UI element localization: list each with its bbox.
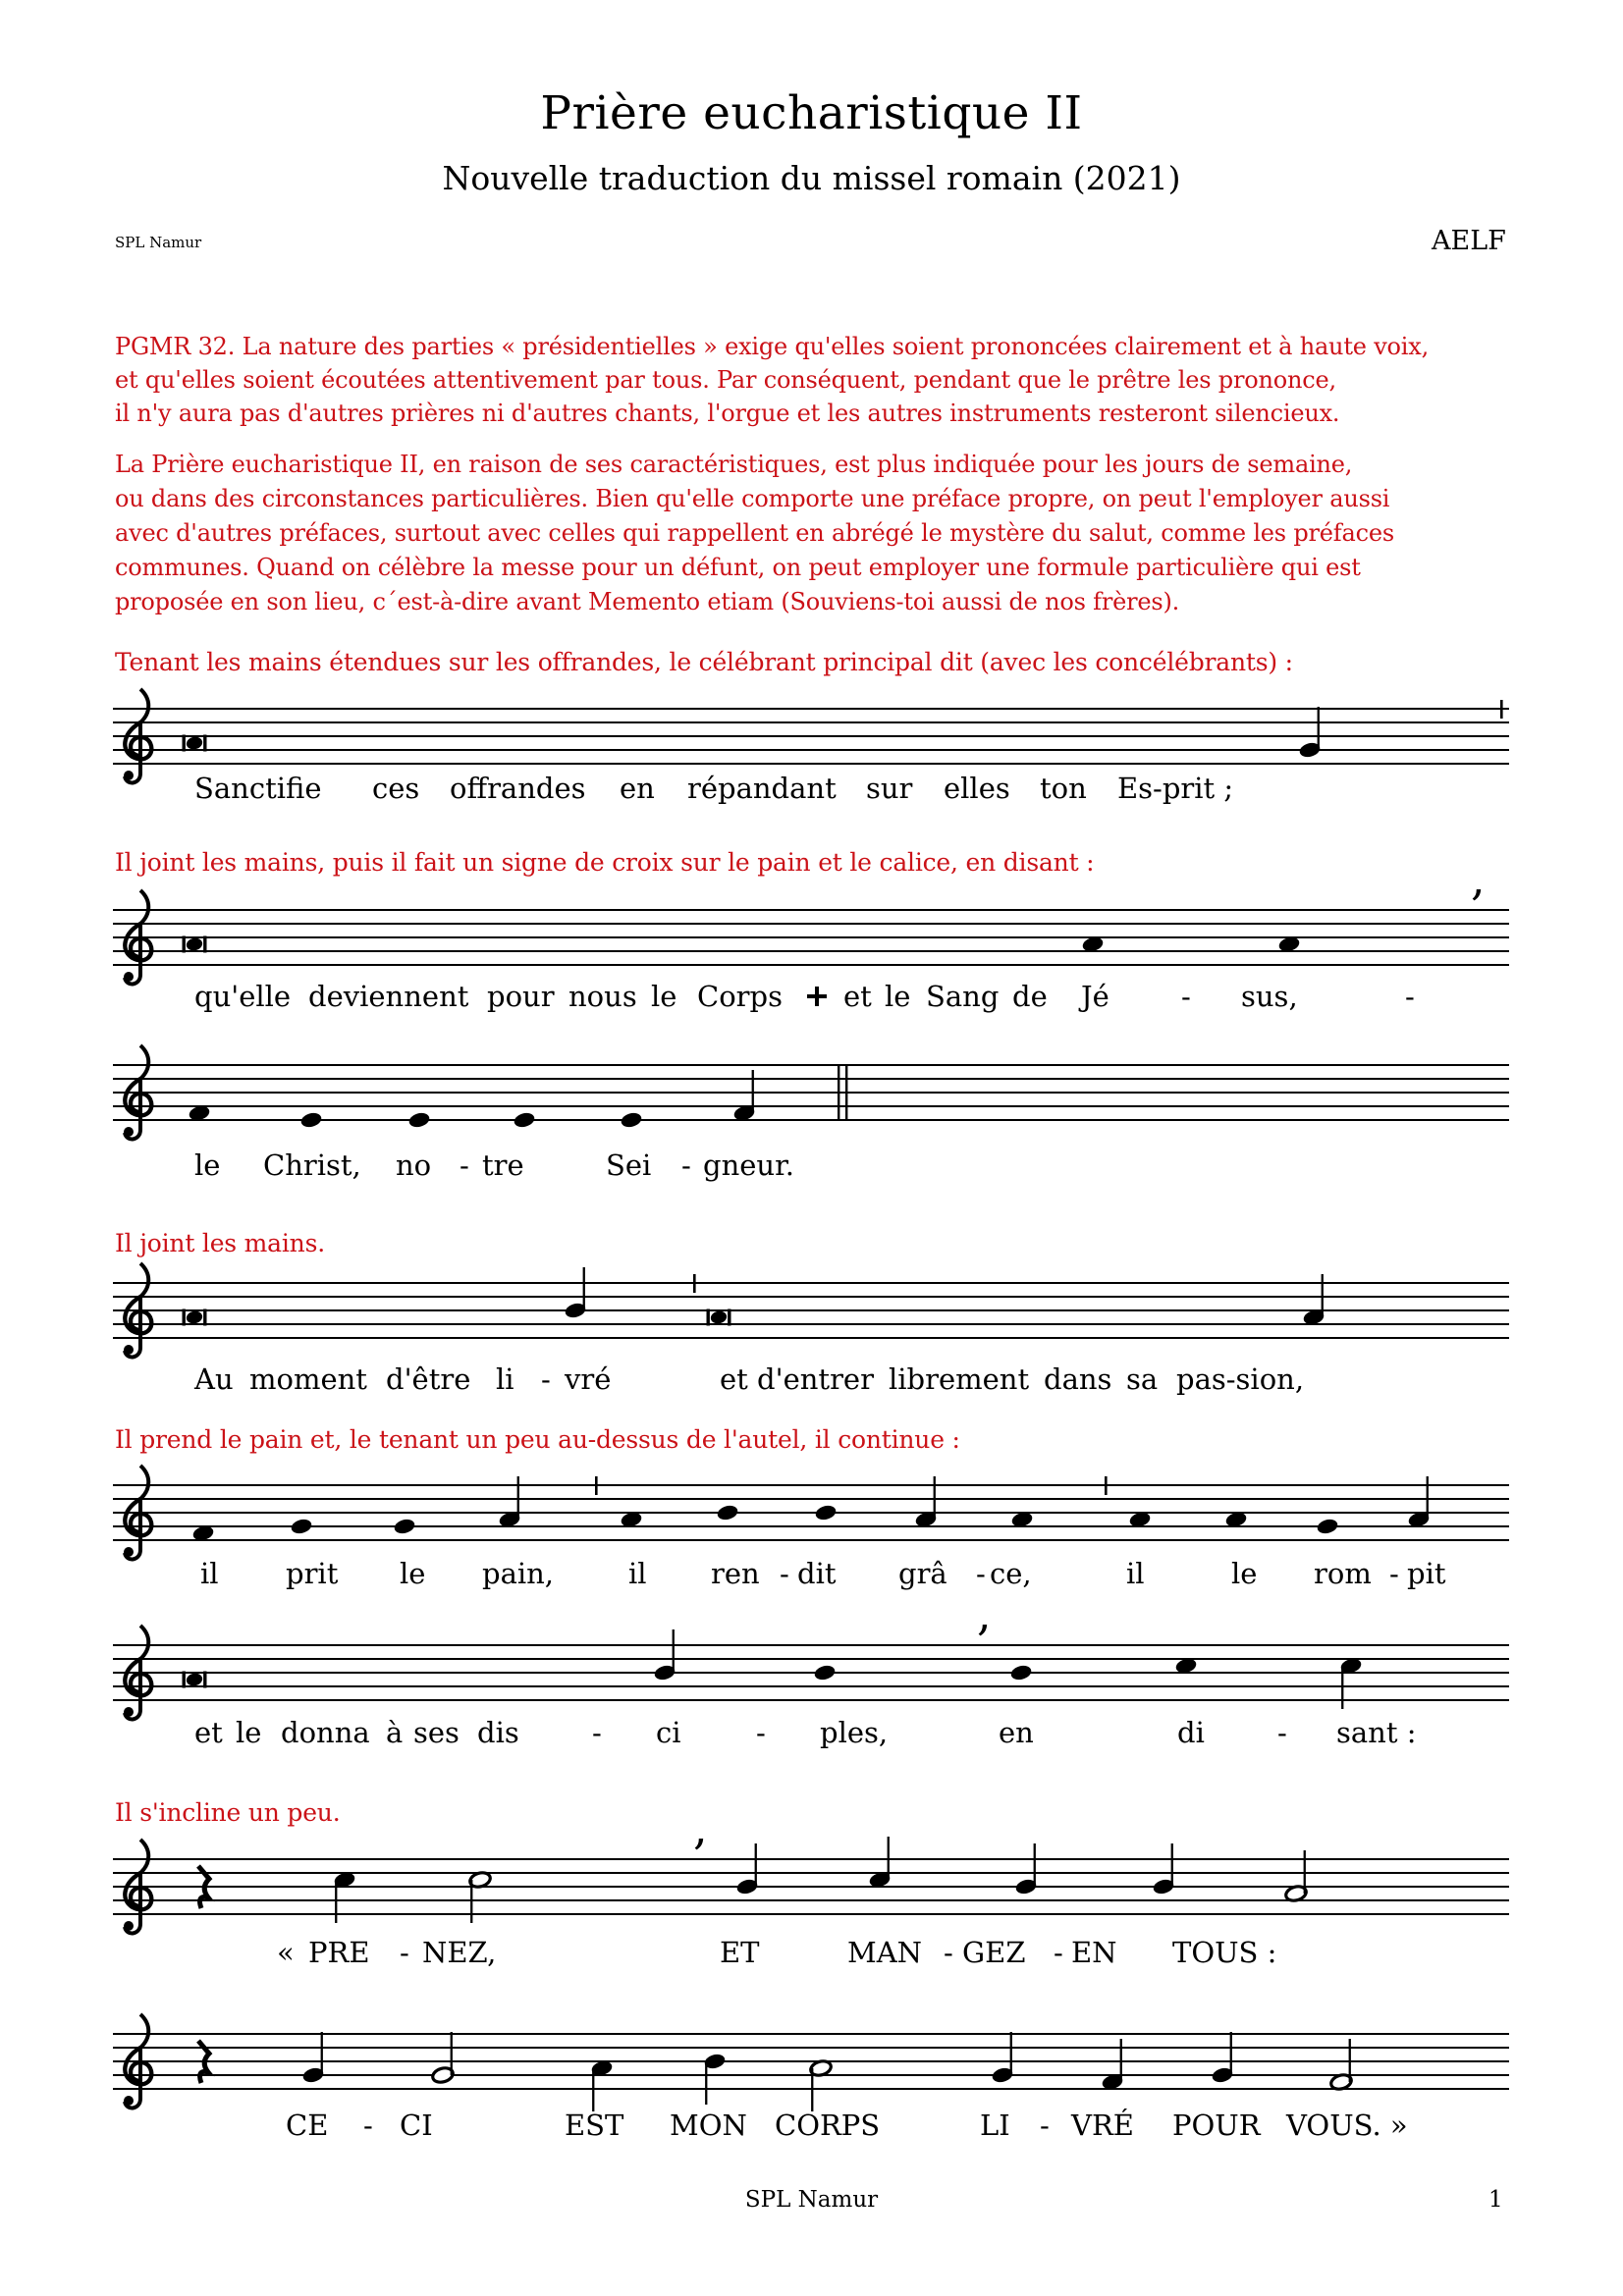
staff-line bbox=[113, 749, 1509, 751]
lyric-syllable: ces bbox=[372, 772, 420, 805]
staff-line bbox=[113, 1658, 1509, 1660]
lyric-syllable: et bbox=[843, 980, 872, 1013]
lyric-syllable: - bbox=[460, 1148, 469, 1182]
lyric-syllable: rom bbox=[1314, 1557, 1372, 1590]
staff-line bbox=[113, 1105, 1509, 1107]
credit-right: AELF bbox=[1432, 226, 1506, 256]
lyric-syllable: grâ bbox=[898, 1557, 947, 1590]
staff-line bbox=[113, 1282, 1509, 1284]
lyric-syllable: à bbox=[386, 1716, 404, 1749]
staff-line bbox=[113, 1913, 1509, 1915]
footer-credit: SPL Namur bbox=[744, 2187, 879, 2213]
note-stem bbox=[811, 2068, 813, 2111]
lyric-syllable: - bbox=[1277, 1716, 1287, 1749]
page-title: Prière eucharistique II bbox=[540, 86, 1083, 140]
treble-clef-icon bbox=[124, 1707, 134, 1717]
page-subtitle: Nouvelle traduction du missel romain (2021) bbox=[442, 159, 1181, 197]
lyric-syllable: ses bbox=[413, 1716, 460, 1749]
lyric-syllable: Corps bbox=[697, 980, 783, 1013]
lyric-syllable: ren bbox=[711, 1557, 760, 1590]
staff-line bbox=[113, 950, 1509, 952]
note-stem bbox=[673, 1629, 675, 1673]
staff-line bbox=[113, 1309, 1509, 1311]
lyric-syllable: le bbox=[400, 1557, 426, 1590]
lyric-syllable: POUR bbox=[1172, 2109, 1261, 2142]
intro-paragraph-2-line-4: communes. Quand on célèbre la messe pour un défunt, on peut employer une formule particulière qui est bbox=[115, 554, 1361, 581]
lyric-syllable: « bbox=[277, 1936, 295, 1969]
blessing-cross-icon bbox=[806, 986, 828, 1007]
lyric-syllable: ples, bbox=[820, 1716, 889, 1749]
lyric-syllable: MON bbox=[670, 2109, 747, 2142]
recitation-breve bbox=[186, 1309, 204, 1325]
lyric-syllable: Jé bbox=[1081, 980, 1109, 1013]
note-head bbox=[813, 1664, 837, 1682]
treble-clef-icon bbox=[125, 1079, 151, 1115]
lyric-syllable: pour bbox=[487, 980, 555, 1013]
lyric-syllable: sur bbox=[866, 772, 913, 805]
lyric-syllable: Es-prit ; bbox=[1117, 772, 1234, 805]
lyric-syllable: pas-sion, bbox=[1176, 1362, 1305, 1396]
staff-line bbox=[113, 1064, 1509, 1066]
staff-line bbox=[113, 1644, 1509, 1646]
note-stem bbox=[705, 2061, 707, 2105]
lyric-syllable: ton bbox=[1040, 772, 1087, 805]
treble-clef-icon bbox=[125, 924, 151, 960]
staff-line bbox=[113, 1323, 1509, 1325]
staff-line bbox=[113, 1078, 1509, 1080]
staff-line bbox=[113, 936, 1509, 938]
page-number: 1 bbox=[1488, 2187, 1503, 2213]
lyric-syllable: - bbox=[944, 1936, 953, 1969]
lyric-syllable: et d'entrer bbox=[720, 1362, 874, 1396]
recitation-breve bbox=[186, 936, 204, 952]
lyric-syllable: ET bbox=[720, 1936, 760, 1969]
lyric-syllable: il bbox=[200, 1557, 219, 1590]
staff-line bbox=[113, 1672, 1509, 1674]
lyric-syllable: - bbox=[756, 1716, 766, 1749]
lyric-syllable: Sang bbox=[926, 980, 1000, 1013]
staff-line bbox=[113, 1525, 1509, 1527]
lyric-syllable: VOUS. » bbox=[1286, 2109, 1408, 2142]
lyric-syllable: dis bbox=[477, 1716, 519, 1749]
staff-line bbox=[113, 909, 1509, 911]
lyric-syllable: - bbox=[780, 1557, 789, 1590]
intro-paragraph-2-line-3: avec d'autres préfaces, surtout avec celles qui rappellent en abrégé le mystère du salut, comme les préfaces bbox=[115, 519, 1394, 547]
lyric-syllable: LI bbox=[980, 2109, 1010, 2142]
breve-bar bbox=[183, 1672, 186, 1688]
credit-left: SPL Namur bbox=[115, 234, 202, 251]
intro-paragraph-1-line-2: et qu'elles soient écoutées attentivement par tous. Par conséquent, pendant que le prêtre les prononce, bbox=[115, 366, 1336, 394]
lyric-syllable: Sei bbox=[606, 1148, 652, 1182]
lyric-syllable: elles bbox=[944, 772, 1010, 805]
lyric-syllable: sant : bbox=[1336, 1716, 1417, 1749]
recitation-breve bbox=[186, 1672, 204, 1687]
quarter-bar-tick bbox=[1500, 700, 1503, 719]
staff-line bbox=[113, 1119, 1509, 1121]
note-head bbox=[407, 1111, 431, 1130]
note-stem bbox=[451, 2032, 453, 2075]
lyric-syllable: librement bbox=[889, 1362, 1030, 1396]
lyric-syllable: nous bbox=[568, 980, 637, 1013]
staff-line bbox=[113, 1539, 1509, 1541]
lyric-syllable: EST bbox=[565, 2109, 624, 2142]
lyric-syllable: le bbox=[651, 980, 677, 1013]
intro-paragraph-2-line-5: proposée en son lieu, c´est-à-dire avant Memento etiam (Souviens-toi aussi de nos frères). bbox=[115, 588, 1180, 615]
note-head bbox=[716, 1504, 739, 1522]
rubric-4: Il joint les mains. bbox=[115, 1229, 325, 1257]
breve-bar bbox=[707, 1309, 710, 1326]
double-barline bbox=[845, 1065, 847, 1120]
double-barline bbox=[838, 1065, 839, 1120]
staff-line bbox=[113, 735, 1509, 737]
lyric-syllable: prit bbox=[286, 1557, 339, 1590]
staff-line bbox=[113, 1685, 1509, 1687]
lyric-syllable: et bbox=[194, 1716, 223, 1749]
lyric-syllable: offrandes bbox=[450, 772, 586, 805]
breath-mark: , bbox=[1471, 852, 1486, 905]
note-stem bbox=[1230, 2032, 1232, 2075]
lyric-syllable: GEZ bbox=[962, 1936, 1026, 1969]
treble-clef-icon bbox=[124, 972, 134, 982]
lyric-syllable: il bbox=[628, 1557, 647, 1590]
treble-clef-icon bbox=[125, 1873, 151, 1909]
note-head bbox=[299, 1111, 323, 1130]
staff-line bbox=[113, 1092, 1509, 1094]
breve-bar bbox=[203, 936, 206, 953]
breath-mark: , bbox=[977, 1587, 992, 1640]
breve-bar bbox=[203, 735, 206, 752]
treble-clef-icon bbox=[124, 1547, 134, 1557]
breve-bar bbox=[203, 1672, 206, 1688]
note-stem bbox=[335, 1880, 337, 1923]
lyric-syllable: le bbox=[194, 1148, 221, 1182]
rubric-5: Il prend le pain et, le tenant un peu au-dessus de l'autel, il continue : bbox=[115, 1425, 960, 1454]
note-stem bbox=[752, 1070, 754, 1113]
intro-paragraph-1-line-1: PGMR 32. La nature des parties « présidentielles » exige qu'elles soient prononcées clairement et à haute voix, bbox=[115, 333, 1430, 360]
treble-clef-icon bbox=[124, 1345, 134, 1355]
lyric-syllable: - bbox=[1040, 2109, 1050, 2142]
note-stem bbox=[1349, 2039, 1351, 2082]
staff-line bbox=[113, 1337, 1509, 1339]
note-head bbox=[814, 1504, 838, 1522]
lyric-syllable: en bbox=[999, 1716, 1034, 1749]
treble-clef-icon bbox=[125, 1297, 151, 1333]
lyric-syllable: Au bbox=[194, 1362, 234, 1396]
lyric-syllable: CI bbox=[400, 2109, 433, 2142]
rubric-7: Il s'incline un peu. bbox=[115, 1798, 341, 1827]
lyric-syllable: donna bbox=[281, 1716, 370, 1749]
recitation-breve bbox=[710, 1309, 729, 1325]
note-stem bbox=[755, 1843, 757, 1887]
lyric-syllable: pit bbox=[1407, 1557, 1446, 1590]
lyric-syllable: en bbox=[620, 772, 655, 805]
lyric-syllable: - bbox=[1389, 1557, 1399, 1590]
lyric-syllable: répandant bbox=[687, 772, 837, 805]
lyric-syllable: Christ, bbox=[263, 1148, 361, 1182]
lyric-syllable: NEZ, bbox=[422, 1936, 497, 1969]
lyric-syllable: - bbox=[1405, 980, 1415, 1013]
note-head bbox=[393, 1518, 416, 1536]
lyric-syllable: di bbox=[1177, 1716, 1205, 1749]
treble-clef-icon bbox=[125, 722, 151, 759]
quarter-bar-tick bbox=[595, 1476, 598, 1495]
lyric-syllable: sa bbox=[1126, 1362, 1159, 1396]
lyric-syllable: - bbox=[976, 1557, 986, 1590]
lyric-syllable: vré bbox=[565, 1362, 612, 1396]
note-stem bbox=[888, 1837, 890, 1880]
lyric-syllable: - bbox=[681, 1148, 691, 1182]
intro-paragraph-2-line-1: La Prière eucharistique II, en raison de ses caractéristiques, est plus indiquée pour les jours de semaine, bbox=[115, 451, 1353, 478]
note-stem bbox=[321, 2032, 323, 2075]
note-head bbox=[1009, 1664, 1033, 1682]
lyric-syllable: PRE bbox=[308, 1936, 370, 1969]
treble-clef-icon bbox=[124, 1127, 134, 1137]
treble-clef-icon bbox=[124, 2096, 134, 2106]
breve-bar bbox=[183, 735, 186, 752]
note-stem bbox=[583, 1267, 585, 1310]
note-stem bbox=[1010, 2032, 1012, 2075]
staff-line bbox=[113, 1498, 1509, 1500]
note-stem bbox=[1034, 1843, 1036, 1887]
note-stem bbox=[1427, 1476, 1429, 1520]
staff-line bbox=[113, 923, 1509, 925]
lyric-syllable: - bbox=[541, 1362, 551, 1396]
lyric-syllable: li bbox=[496, 1362, 514, 1396]
note-stem bbox=[1341, 1666, 1343, 1709]
note-stem bbox=[1304, 1850, 1306, 1894]
lyric-syllable: - bbox=[1181, 980, 1191, 1013]
lyric-syllable: TOUS : bbox=[1172, 1936, 1277, 1969]
staff-line bbox=[113, 1296, 1509, 1298]
treble-clef-icon bbox=[124, 771, 134, 780]
note-stem bbox=[517, 1476, 519, 1520]
lyric-syllable: il bbox=[1126, 1557, 1145, 1590]
note-stem bbox=[1322, 1274, 1324, 1317]
treble-clef-icon bbox=[125, 1659, 151, 1695]
staff-line bbox=[113, 1484, 1509, 1486]
note-head bbox=[620, 1111, 643, 1130]
breve-bar bbox=[203, 1309, 206, 1326]
lyric-syllable: le bbox=[885, 980, 911, 1013]
note-stem bbox=[592, 2068, 594, 2111]
lyric-syllable: de bbox=[1012, 980, 1048, 1013]
lyric-syllable: ci bbox=[656, 1716, 681, 1749]
treble-clef-icon bbox=[125, 1499, 151, 1535]
lyric-syllable: moment bbox=[249, 1362, 367, 1396]
quarter-bar-tick bbox=[693, 1274, 696, 1293]
lyric-syllable: - bbox=[592, 1716, 602, 1749]
lyric-syllable: sus, bbox=[1241, 980, 1298, 1013]
lyric-syllable: - bbox=[1054, 1936, 1063, 1969]
breath-mark: , bbox=[693, 1801, 708, 1854]
lyric-syllable: - bbox=[363, 2109, 373, 2142]
staff-line bbox=[113, 964, 1509, 966]
lyric-syllable: Sanctifie bbox=[194, 772, 322, 805]
intro-paragraph-2-line-2: ou dans des circonstances particulières. Bien qu'elle comporte une préface propre, on peut l'employer aussi bbox=[115, 485, 1390, 512]
lyric-syllable: d'être bbox=[386, 1362, 471, 1396]
recitation-breve bbox=[186, 735, 204, 751]
staff-line bbox=[113, 721, 1509, 723]
lyric-syllable: no bbox=[396, 1148, 432, 1182]
note-head bbox=[290, 1518, 313, 1536]
lyric-syllable: deviennent bbox=[308, 980, 469, 1013]
lyric-syllable: dit bbox=[797, 1557, 837, 1590]
note-stem bbox=[1318, 707, 1320, 750]
treble-clef-icon bbox=[125, 2048, 151, 2084]
treble-clef-icon bbox=[124, 1921, 134, 1931]
lyric-syllable: CE bbox=[286, 2109, 329, 2142]
staff-line bbox=[113, 1872, 1509, 1874]
rubric-2: Il joint les mains, puis il fait un signe de croix sur le pain et le calice, en disant : bbox=[115, 848, 1095, 877]
breve-bar bbox=[183, 1309, 186, 1326]
rubric-1: Tenant les mains étendues sur les offrandes, le célébrant principal dit (avec les concélébrants) : bbox=[115, 648, 1293, 676]
lyric-syllable: gneur. bbox=[703, 1148, 794, 1182]
note-head bbox=[1316, 1518, 1339, 1536]
lyric-syllable: tre bbox=[482, 1148, 524, 1182]
lyric-syllable: EN bbox=[1071, 1936, 1117, 1969]
lyric-syllable: VRÉ bbox=[1071, 2109, 1134, 2142]
staff-line bbox=[113, 2088, 1509, 2090]
lyric-syllable: CORPS bbox=[775, 2109, 881, 2142]
note-stem bbox=[1120, 2039, 1122, 2082]
lyric-syllable: ce, bbox=[990, 1557, 1032, 1590]
lyric-syllable: dans bbox=[1044, 1362, 1112, 1396]
lyric-syllable: MAN bbox=[847, 1936, 923, 1969]
breve-bar bbox=[183, 936, 186, 953]
note-stem bbox=[934, 1476, 936, 1520]
lyric-syllable: - bbox=[400, 1936, 409, 1969]
lyric-syllable: le bbox=[236, 1716, 262, 1749]
note-head bbox=[513, 1111, 536, 1130]
intro-paragraph-1-line-3: il n'y aura pas d'autres prières ni d'autres chants, l'orgue et les autres instruments resteront silencieux. bbox=[115, 400, 1340, 427]
breve-bar bbox=[728, 1309, 730, 1326]
lyric-syllable: pain, bbox=[482, 1557, 555, 1590]
staff-line bbox=[113, 1858, 1509, 1860]
staff-line bbox=[113, 763, 1509, 765]
staff-line bbox=[113, 708, 1509, 710]
staff-line bbox=[113, 1512, 1509, 1514]
quarter-bar-tick bbox=[1105, 1476, 1108, 1495]
lyric-syllable: qu'elle bbox=[194, 980, 292, 1013]
staff-line bbox=[113, 1699, 1509, 1701]
note-stem bbox=[470, 1880, 472, 1923]
note-stem bbox=[1171, 1843, 1173, 1887]
lyric-syllable: le bbox=[1231, 1557, 1258, 1590]
